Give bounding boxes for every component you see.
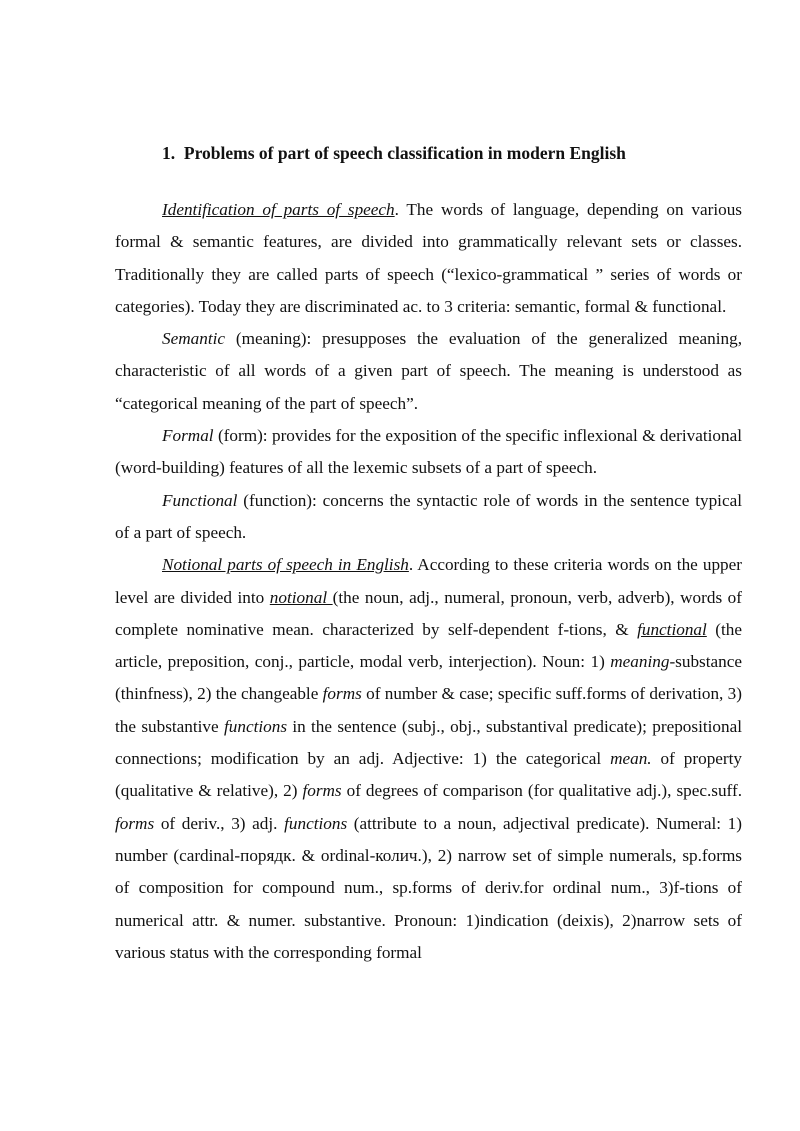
paragraph-text: . The words of language, depending on various formal & semantic features, are divided into grammatically relevant sets or classes. Traditionally they are called parts of speech (“lexico-grammatical ” series of words or categories). Today they are discriminated ac. to 3 criteria: semantic, formal & functional. — [115, 200, 742, 316]
paragraph-formal — [115, 420, 742, 485]
section-heading — [162, 141, 742, 165]
paragraph-text: in the sentence (subj., obj., substantival predicate); prepositional connections; modification by an adj. Adjective: 1) the categorical — [115, 716, 742, 769]
paragraph-text: of number & case; specific suff.forms of derivation, 3) the substantive — [115, 684, 742, 736]
heading-title: Problems of part of speech classification in modern English — [183, 143, 626, 163]
term-identification: Identification of parts of speech — [162, 200, 395, 219]
paragraph-text: . According to these criteria words on the upper level are divided into — [115, 555, 742, 607]
paragraph-text: of property (qualitative & relative), 2) — [115, 749, 743, 801]
term-functional: Functional — [162, 490, 238, 510]
paragraph-text: -substance (thinfness), 2) the changeable — [115, 652, 742, 704]
term-notional: notional — [269, 587, 333, 607]
term-formal: Formal — [162, 426, 214, 446]
term-meaning: meaning — [610, 652, 670, 672]
paragraph-semantic — [115, 323, 742, 420]
term-forms: forms — [322, 684, 362, 704]
heading-number: 1. — [162, 143, 176, 163]
paragraph-text: (attribute to a noun, adjectival predicate). Numeral: 1) number (cardinal-порядк. & ordinal-колич.), 2) narrow set of simple numerals, sp.forms of composition for compound num., sp.forms of deriv.for ordinal num., 3)f-tions of numerical attr. & numer. substantive. Pronoun: 1)indication (deixis), 2)narrow sets of various status with the corresponding formal — [115, 813, 742, 962]
paragraph-text: (the noun, adj., numeral, pronoun, verb, adverb), words of complete nominative mean. characterized by self-dependent f-tions, & — [115, 587, 742, 639]
paragraph-text: of deriv., 3) adj. — [154, 813, 285, 833]
term-mean: mean. — [610, 749, 652, 769]
term-forms: forms — [115, 813, 155, 833]
paragraph-text: (form): provides for the exposition of the specific inflexional & derivational (word-building) features of all the lexemic subsets of a part of speech. — [115, 426, 742, 478]
document-page — [115, 141, 742, 969]
paragraph-text: of degrees of comparison (for qualitative adj.), spec.suff. — [341, 781, 742, 801]
term-semantic: Semantic — [162, 329, 226, 349]
paragraph-notional — [115, 549, 742, 969]
term-functional-words: functional — [637, 619, 707, 639]
term-notional-parts: Notional parts of speech in English — [162, 555, 409, 575]
term-functions: functions — [284, 813, 348, 833]
term-functions: functions — [223, 716, 288, 736]
paragraph-text: (the article, preposition, conj., particle, modal verb, interjection). Noun: 1) — [115, 619, 742, 672]
paragraph-text: (function): concerns the syntactic role of words in the sentence typical of a part of speech. — [115, 490, 742, 542]
paragraph-functional — [115, 485, 742, 550]
paragraph-text: (meaning): presupposes the evaluation of the generalized meaning, characteristic of all words of a given part of speech. The meaning is understood as “categorical meaning of the part of speech”. — [115, 329, 742, 413]
term-forms: forms — [302, 781, 342, 801]
paragraph-identification — [115, 194, 742, 323]
